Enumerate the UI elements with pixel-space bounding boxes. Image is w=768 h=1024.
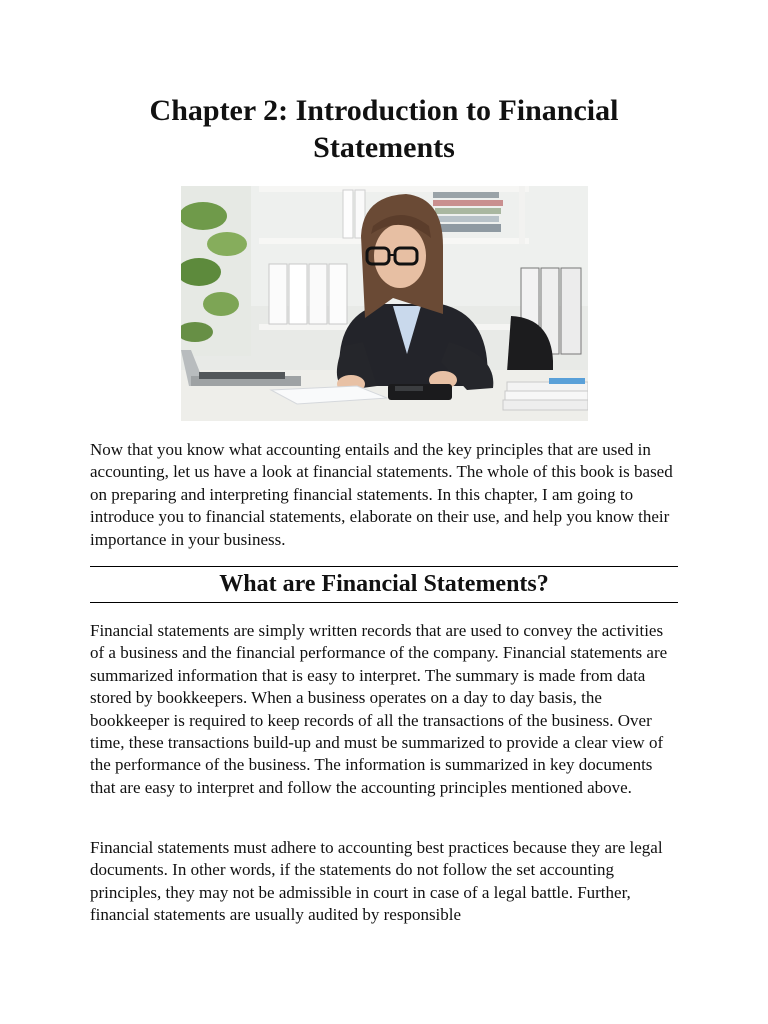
intro-paragraph: Now that you know what accounting entails and the key principles that are used in accounting, let us have a look at financial statements. The whole of this book is based on preparing and interpreting financial statements. In this chapter, I am going to introduce you to financial statements, elaborate on their use, and help you know their importance in your business. [90,440,673,549]
chapter-title: Chapter 2: Introduction to Financial Statements [149,94,619,164]
section-heading: What are Financial Statements? [219,571,549,597]
body-paragraph: Financial statements must adhere to accounting best practices because they are legal documents. In other words, if the statements do not follow the set accounting principles, they may not be admissible in court in case of a legal battle. Further, financial statements are usually audited by responsible [90,838,663,925]
heading-bottom-rule [90,602,678,603]
body-paragraph: Financial statements are simply written records that are used to convey the activities of a business and the financial performance of the company. Financial statements are summarized information that is easy to interpret. The summary is made from data stored by bookkeepers. When a business operates on a day to day basis, the bookkeeper is required to keep records of all the transactions of the business. Over time, these transactions build-up and must be summarized to provide a clear view of the performance of the business. The information is summarized in key documents that are easy to interpret and follow the accounting principles mentioned above. [90,621,668,797]
heading-top-rule [90,566,678,567]
office-photo [181,186,588,421]
